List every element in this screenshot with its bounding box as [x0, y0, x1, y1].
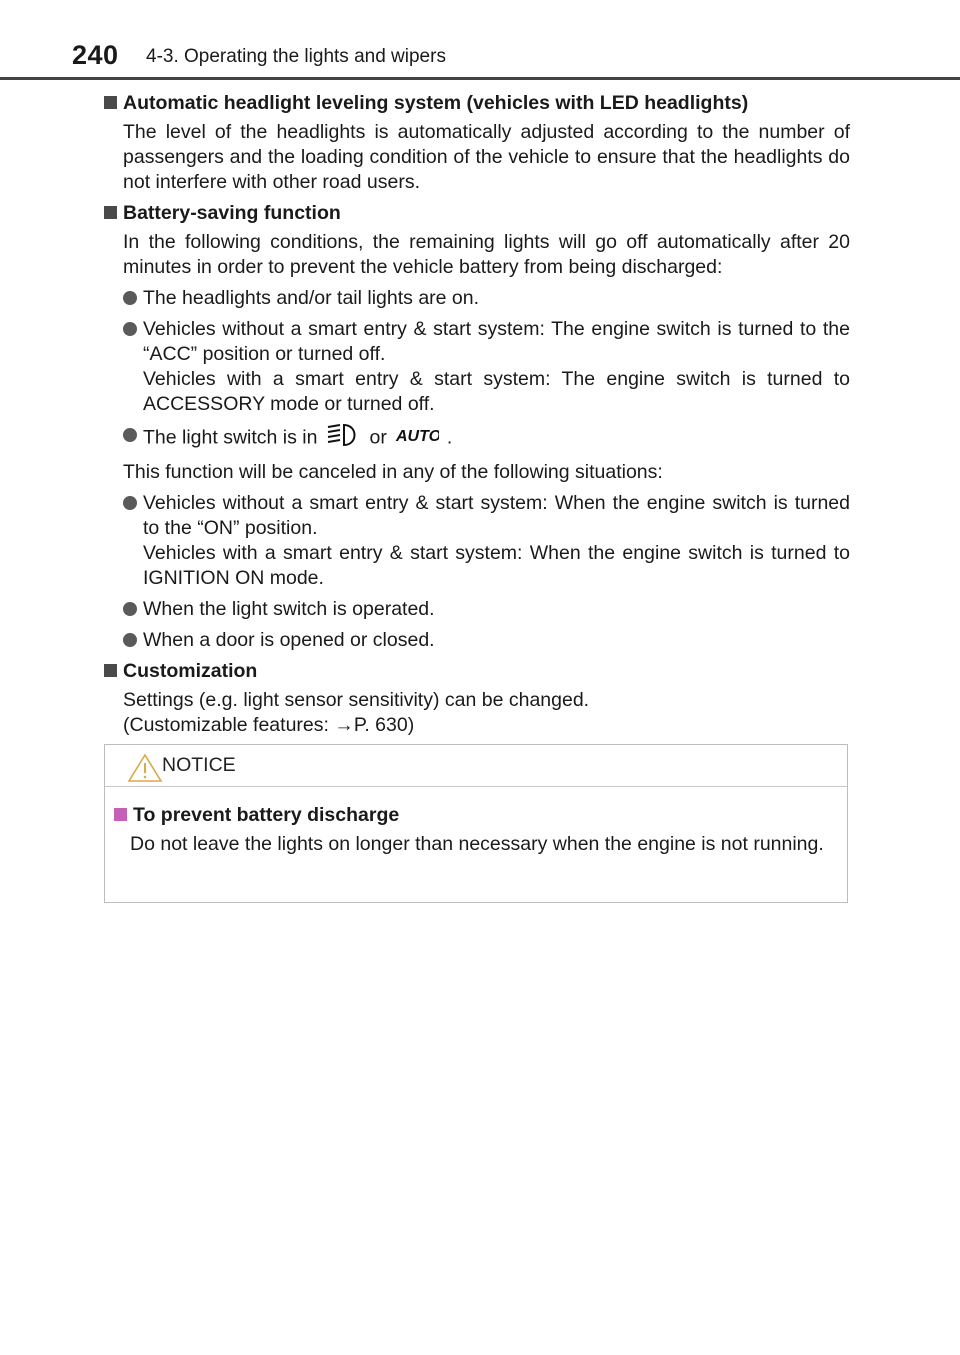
round-bullet-icon [123, 602, 137, 616]
paragraph: In the following conditions, the remaining lights will go off automatically after 20 minutes in order to prevent the vehicle battery from being discharged: [123, 231, 850, 278]
page-number: 240 [72, 40, 119, 70]
list-item-text: When a door is opened or closed. [143, 629, 435, 651]
round-bullet-icon [123, 322, 137, 336]
list-item-text: Vehicles with a smart entry & start system: When the engine switch is turned to IGNITION ON mode. [143, 542, 850, 589]
list-item [123, 317, 850, 417]
cross-reference: (Customizable features: →P. 630) [123, 714, 415, 736]
heading-text: Battery-saving function [123, 202, 341, 224]
notice-header [105, 745, 847, 787]
section-heading [104, 201, 850, 226]
list-item-text: Vehicles with a smart entry & start system: The engine switch is turned to ACCESSORY mode or turned off. [143, 368, 850, 415]
page-header [0, 0, 960, 80]
round-bullet-icon [123, 496, 137, 510]
square-bullet-icon [104, 96, 117, 109]
round-bullet-icon [123, 633, 137, 647]
warning-triangle-icon [127, 753, 163, 788]
section-heading [104, 659, 850, 684]
section-battery-saving [104, 201, 850, 653]
round-bullet-icon [123, 428, 137, 442]
list-item-text: The headlights and/or tail lights are on. [143, 287, 480, 309]
square-bullet-icon [104, 664, 117, 677]
square-bullet-icon [104, 206, 117, 219]
list-item-text: Vehicles without a smart entry & start system: When the engine switch is turned to the “ON” position. [143, 492, 850, 539]
list-item-text: When the light switch is operated. [143, 598, 435, 620]
notice-box [104, 744, 848, 903]
headlight-icon [325, 423, 361, 454]
paragraph: The level of the headlights is automatically adjusted according to the number of passengers and the loading condition of the vehicle to ensure that the headlights do not interfere with other road users. [123, 121, 850, 193]
chapter-title: 4-3. Operating the lights and wipers [146, 46, 446, 67]
svg-text:AUTO: AUTO [395, 428, 439, 445]
main-content [104, 91, 850, 744]
list-item-text: The light switch is in or AUTO . [143, 423, 850, 454]
list-item [123, 423, 850, 454]
list-item [123, 597, 850, 622]
notice-subheading [114, 803, 833, 828]
list-item-text: Vehicles without a smart entry & start system: The engine switch is turned to the “ACC” position or turned off. [143, 318, 850, 365]
section-customization [104, 659, 850, 738]
notice-title: NOTICE [162, 754, 236, 776]
square-bullet-icon [114, 808, 127, 821]
list-item [123, 628, 850, 653]
header-divider [0, 77, 960, 80]
round-bullet-icon [123, 291, 137, 305]
list-item [123, 286, 850, 311]
notice-body [105, 787, 847, 857]
paragraph: This function will be canceled in any of the following situations: [123, 461, 663, 483]
heading-text: Automatic headlight leveling system (vehicles with LED headlights) [123, 92, 749, 114]
heading-text: Customization [123, 660, 258, 682]
heading-text: To prevent battery discharge [133, 804, 400, 826]
auto-light-icon [395, 424, 439, 453]
list-item [123, 491, 850, 591]
section-heading [104, 91, 850, 116]
section-headlight-leveling [104, 91, 850, 195]
notice-text: Do not leave the lights on longer than necessary when the engine is not running. [130, 833, 824, 855]
paragraph: Settings (e.g. light sensor sensitivity) can be changed. [123, 689, 590, 711]
